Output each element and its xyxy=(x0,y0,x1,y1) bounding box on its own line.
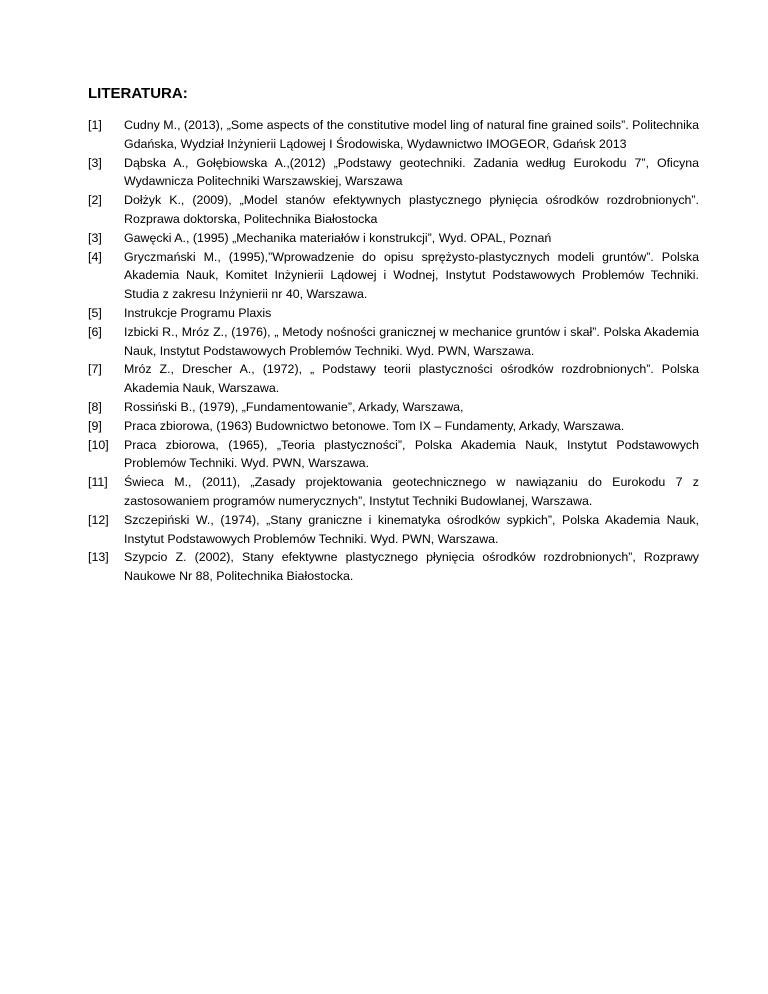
reference-text: Izbicki R., Mróz Z., (1976), „ Metody nośności granicznej w mechanice gruntów i skał”. Polska Akademia Nauk, Instytut Podstawowych Problemów Techniki. Wyd. PWN, Warszawa. xyxy=(124,324,699,358)
reference-number: [3] xyxy=(88,155,102,170)
reference-number: [9] xyxy=(88,418,102,433)
reference-number: [10] xyxy=(88,437,109,452)
reference-item xyxy=(88,360,699,398)
reference-text: Rossiński B., (1979), „Fundamentowanie”, Arkady, Warszawa, xyxy=(124,399,464,414)
reference-item xyxy=(88,323,699,361)
reference-text: Praca zbiorowa, (1963) Budownictwo betonowe. Tom IX – Fundamenty, Arkady, Warszawa. xyxy=(124,418,625,433)
reference-number: [6] xyxy=(88,324,102,339)
reference-text: Instrukcje Programu Plaxis xyxy=(124,305,272,320)
reference-item xyxy=(88,116,699,154)
reference-item xyxy=(88,417,699,436)
reference-text: Gryczmański M., (1995),”Wprowadzenie do opisu sprężysto-plastycznych modeli gruntów”. Polska Akademia Nauk, Komitet Inżynierii Lądowej i Wodnej, Instytut Podstawowych Problemów Techniki. Studia z zakresu Inżynierii nr 40, Warszawa. xyxy=(124,249,699,302)
reference-item xyxy=(88,154,699,192)
reference-item xyxy=(88,473,699,511)
reference-number: [3] xyxy=(88,230,102,245)
reference-item xyxy=(88,248,699,304)
document-page xyxy=(88,84,699,586)
reference-text: Mróz Z., Drescher A., (1972), „ Podstawy teorii plastyczności ośrodków rozdrobnionych”. Polska Akademia Nauk, Warszawa. xyxy=(124,362,699,396)
reference-number: [1] xyxy=(88,118,102,132)
reference-item xyxy=(88,191,699,229)
reference-text: Gawęcki A., (1995) „Mechanika materiałów i konstrukcji”, Wyd. OPAL, Poznań xyxy=(124,230,552,245)
reference-text: Dołżyk K., (2009), „Model stanów efektywnych plastycznego płynięcia ośrodków rozdrobnionych”. Rozprawa doktorska, Politechnika Białostocka xyxy=(124,193,699,226)
reference-item xyxy=(88,304,699,323)
reference-number: [11] xyxy=(88,475,108,490)
reference-number: [2] xyxy=(88,193,102,208)
reference-number: [12] xyxy=(88,512,109,527)
reference-text: Szypcio Z. (2002), Stany efektywne plastycznego płynięcia ośrodków rozdrobnionych”, Rozprawy Naukowe Nr 88, Politechnika Białostocka. xyxy=(124,550,699,584)
reference-text: Świeca M., (2011), „Zasady projektowania geotechnicznego w nawiązaniu do Eurokodu 7 z zastosowaniem programów numerycznych”, Instytut Techniki Budowlanej, Warszawa. xyxy=(124,475,699,508)
reference-item xyxy=(88,436,699,474)
bibliography-heading: LITERATURA: xyxy=(88,85,188,102)
reference-item xyxy=(88,511,699,549)
reference-text: Praca zbiorowa, (1965), „Teoria plastyczności”, Polska Akademia Nauk, Instytut Podstawowych Problemów Techniki. Wyd. PWN, Warszawa. xyxy=(124,437,699,471)
reference-number: [5] xyxy=(88,305,102,320)
reference-list xyxy=(88,116,699,586)
reference-number: [7] xyxy=(88,362,102,377)
reference-item xyxy=(88,398,699,417)
reference-number: [4] xyxy=(88,249,102,264)
reference-text: Dąbska A., Gołębiowska A.,(2012) „Podstawy geotechniki. Zadania według Eurokodu 7”, Oficyna Wydawnicza Politechniki Warszawskiej, Warszawa xyxy=(124,155,699,189)
reference-text: Szczepiński W., (1974), „Stany graniczne i kinematyka ośrodków sypkich”, Polska Akademia Nauk, Instytut Podstawowych Problemów Techniki. Wyd. PWN, Warszawa. xyxy=(124,512,699,546)
reference-number: [8] xyxy=(88,399,102,414)
reference-item xyxy=(88,548,699,586)
reference-item xyxy=(88,229,699,248)
reference-number: [13] xyxy=(88,550,109,565)
reference-text: Cudny M., (2013), „Some aspects of the constitutive model ling of natural fine grained soils”. Politechnika Gdańska, Wydział Inżynierii Lądowej I Środowiska, Wydawnictwo IMOGEOR, Gdańsk 2013 xyxy=(124,118,699,151)
